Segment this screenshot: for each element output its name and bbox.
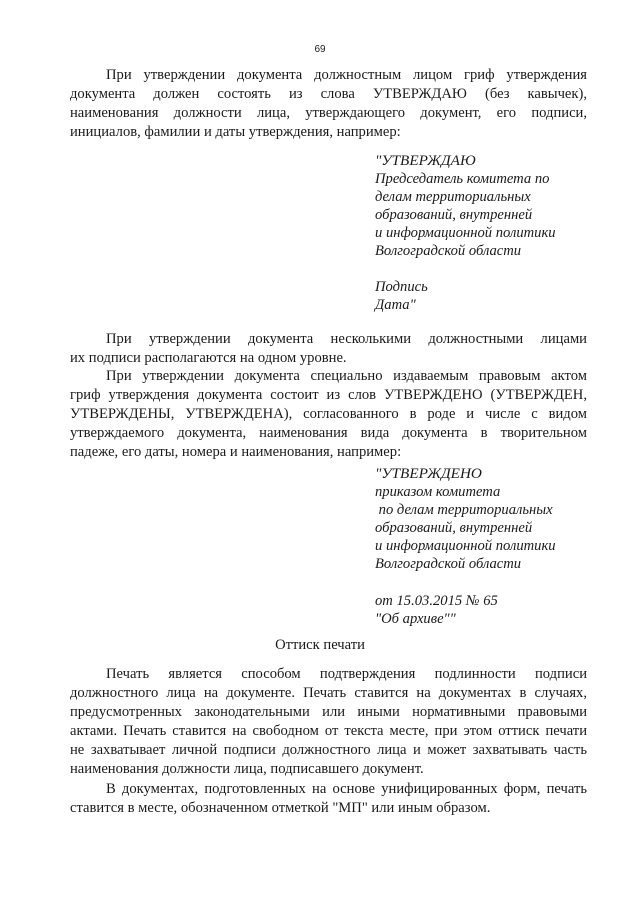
paragraph-seal bbox=[70, 665, 587, 779]
text-line: должностного лица на документе. Печать ставится на документах в случаях, bbox=[70, 685, 587, 701]
text-line: инициалов, фамилии и даты утверждения, например: bbox=[70, 124, 401, 140]
text-line: падеже, его даты, номера и наименования, например: bbox=[70, 444, 402, 460]
stamp-line: приказом комитета bbox=[375, 484, 501, 500]
stamp-document-title: "Об архиве"" bbox=[375, 611, 456, 627]
stamp-line: "УТВЕРЖДЕНО bbox=[375, 465, 482, 482]
text-line: наименования должности лица, подписавшего документ. bbox=[70, 761, 424, 777]
stamp-line: Волгоградской области bbox=[375, 243, 522, 259]
text-line: В документах, подготовленных на основе унифицированных форм, печать bbox=[106, 781, 587, 797]
section-heading: Оттиск печати bbox=[275, 637, 365, 653]
page-number: 69 bbox=[314, 44, 326, 55]
stamp-line: по делам территориальных bbox=[375, 502, 553, 518]
paragraph-unified-forms bbox=[70, 780, 587, 818]
stamp-line: и информационной политики bbox=[375, 225, 556, 241]
text-line: Печать является способом подтверждения подлинности подписи bbox=[106, 666, 587, 682]
paragraph-legal-act bbox=[70, 367, 587, 462]
text-line: документа должен состоять из слова УТВЕРЖДАЮ (без кавычек), bbox=[70, 86, 587, 102]
text-line: ставится в месте, обозначенном отметкой "МП" или иным образом. bbox=[70, 800, 491, 816]
text-line: При утверждении документа должностным лицом гриф утверждения bbox=[106, 67, 587, 83]
stamp-line: "УТВЕРЖДАЮ bbox=[375, 152, 476, 169]
text-line: наименования должности лица, утверждающего документ, его подписи, bbox=[70, 105, 587, 121]
stamp-line: Волгоградской области bbox=[375, 556, 522, 572]
paragraph-multiple-officials bbox=[70, 330, 587, 368]
text-line: УТВЕРЖДЕНЫ, УТВЕРЖДЕНА), согласованного в роде и числе с видом bbox=[70, 406, 587, 422]
stamp-line: делам территориальных bbox=[375, 189, 531, 205]
stamp-line: и информационной политики bbox=[375, 538, 556, 554]
text-line: актами. Печать ставится на свободном от текста месте, при этом оттиск печати bbox=[70, 723, 587, 739]
text-line: не захватывает личной подписи должностного лица и может захватывать часть bbox=[70, 742, 587, 758]
stamp-line: образований, внутренней bbox=[375, 520, 533, 536]
paragraph-approval-official bbox=[70, 66, 587, 142]
stamp-line: образований, внутренней bbox=[375, 207, 533, 223]
text-line: утверждаемого документа, наименования вида документа в творительном bbox=[70, 425, 587, 441]
approval-stamp-example-1 bbox=[375, 152, 605, 314]
text-line: гриф утверждения документа состоит из слов УТВЕРЖДЕНО (УТВЕРЖДЕН, bbox=[70, 387, 587, 403]
text-line: При утверждении документа специально издаваемым правовым актом bbox=[106, 368, 587, 384]
stamp-date: Дата" bbox=[375, 297, 416, 313]
text-line: их подписи располагаются на одном уровне. bbox=[70, 350, 347, 366]
text-line: При утверждении документа несколькими должностными лицами bbox=[106, 331, 587, 347]
stamp-line: Председатель комитета по bbox=[375, 171, 550, 187]
stamp-date-number: от 15.03.2015 № 65 bbox=[375, 593, 498, 609]
text-line: предусмотренных законодательными или иными нормативными правовыми bbox=[70, 704, 587, 720]
stamp-signature: Подпись bbox=[375, 279, 428, 295]
approval-stamp-example-2 bbox=[375, 465, 605, 628]
